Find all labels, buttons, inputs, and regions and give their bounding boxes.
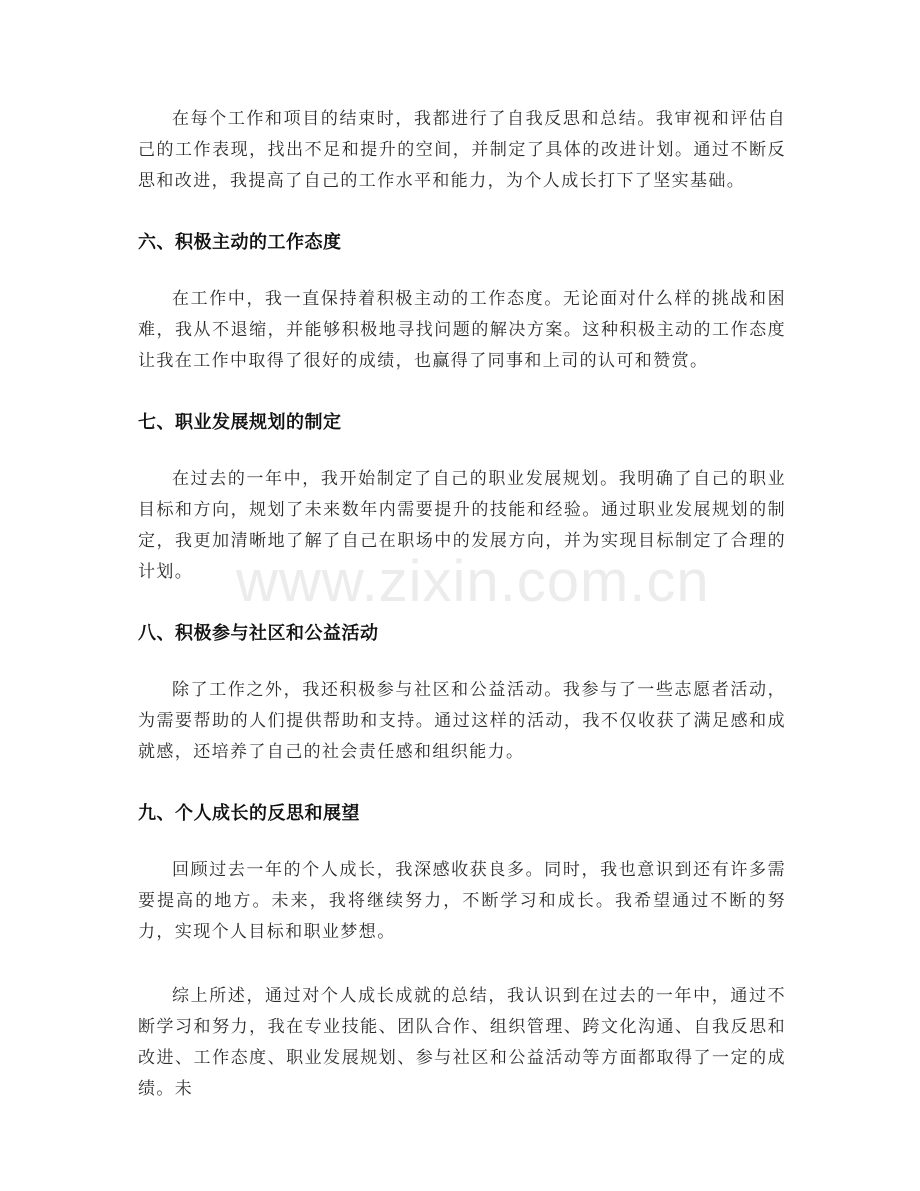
section-paragraph-9: 回顾过去一年的个人成长，我深感收获良多。同时，我也意识到还有许多需要提高的地方。未来，我将继续努力，不断学习和成长。我希望通过不断的努力，实现个人目标和职业梦想。 xyxy=(138,860,786,942)
section-heading-8: 八、积极参与社区和公益活动 xyxy=(138,623,379,644)
section-paragraph-7: 在过去的一年中，我开始制定了自己的职业发展规划。我明确了自己的职业目标和方向，规划了未来数年内需要提升的技能和经验。通过职业发展规划的制定，我更加清晰地了解了自己在职场中的发展方向，并为实现目标制定了合理的计划。 xyxy=(138,469,786,582)
document-body xyxy=(138,104,786,1138)
section-heading-9: 九、个人成长的反思和展望 xyxy=(138,803,360,824)
section-paragraph-6: 在工作中，我一直保持着积极主动的工作态度。无论面对什么样的挑战和困难，我从不退缩，并能够积极地寻找问题的解决方案。这种积极主动的工作态度让我在工作中取得了很好的成绩，也赢得了同事和上司的认可和赞赏。 xyxy=(138,289,786,371)
intro-paragraph: 在每个工作和项目的结束时，我都进行了自我反思和总结。我审视和评估自己的工作表现，找出不足和提升的空间，并制定了具体的改进计划。通过不断反思和改进，我提高了自己的工作水平和能力，为个人成长打下了坚实基础。 xyxy=(138,109,786,191)
section-paragraph-8: 除了工作之外，我还积极参与社区和公益活动。我参与了一些志愿者活动，为需要帮助的人们提供帮助和支持。通过这样的活动，我不仅收获了满足感和成就感，还培养了自己的社会责任感和组织能力。 xyxy=(138,680,786,762)
watermark: www.zixin.com.cn xyxy=(236,549,710,614)
section-heading-7: 七、职业发展规划的制定 xyxy=(138,412,342,433)
conclusion-paragraph: 综上所述，通过对个人成长成就的总结，我认识到在过去的一年中，通过不断学习和努力，我在专业技能、团队合作、组织管理、跨文化沟通、自我反思和改进、工作态度、职业发展规划、参与社区和公益活动等方面都取得了一定的成绩。未 xyxy=(138,986,786,1099)
section-heading-6: 六、积极主动的工作态度 xyxy=(138,232,342,253)
